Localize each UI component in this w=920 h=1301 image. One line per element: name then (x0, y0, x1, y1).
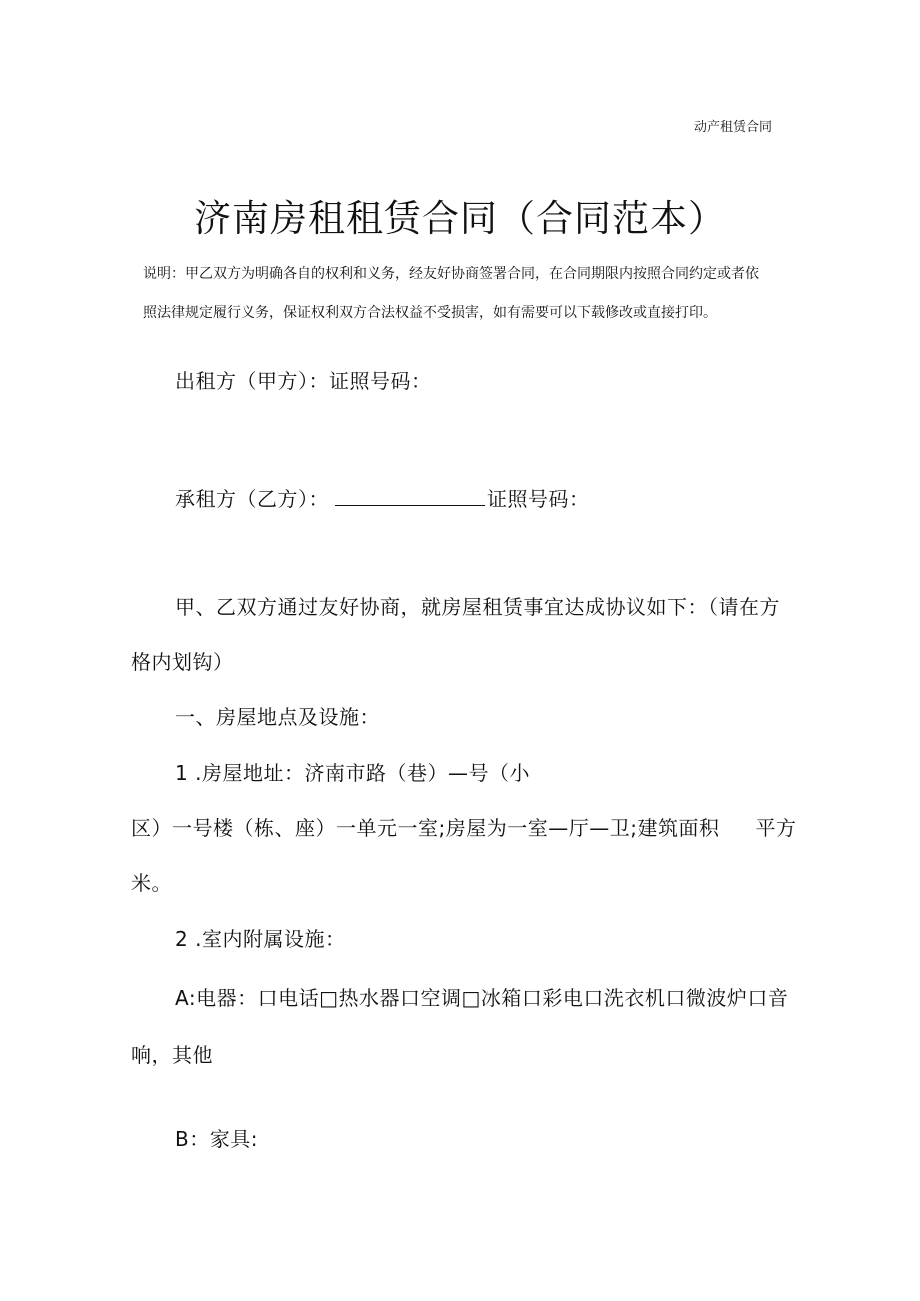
item1-line-3: 米。 (131, 871, 172, 895)
furniture-line: B：家具: (175, 1127, 258, 1151)
header-tag: 动产租赁合同 (694, 120, 773, 135)
party-a-label: 出租方（甲方）：证照号码： (175, 369, 432, 393)
intro-line-2: 格内划钩） (131, 650, 234, 674)
party-b-line (175, 487, 590, 509)
appliances-line-2: 响，其他 (131, 1043, 213, 1067)
appliances-line-1: A:电器：口电话□热水器口空调□冰箱口彩电口洗衣机口微波炉口音 (175, 986, 789, 1010)
party-a-line (175, 371, 432, 391)
section1-heading: 一、房屋地点及设施： (175, 705, 380, 729)
item1-address-text: 区）一号楼（栋、座）一单元一室;房屋为一室—厅—卫;建筑面积 (131, 816, 720, 840)
note-line-2: 照法律规定履行义务，保证权利双方合法权益不受损害，如有需要可以下载修改或直接打印。 (143, 305, 717, 321)
item2-heading: 2 .室内附属设施： (175, 927, 346, 951)
note-line-1: 说明：甲乙双方为明确各自的权利和义务，经友好协商签署合同，在合同期限内按照合同约定或者依 (143, 266, 759, 282)
item1-line-2 (131, 818, 796, 838)
party-b-label: 承租方（乙方）： (175, 487, 329, 511)
intro-line-1: 甲、乙双方通过友好协商，就房屋租赁事宜达成协议如下：（请在方 (175, 595, 780, 619)
party-b-name-blank (335, 487, 485, 506)
area-unit: 平方 (755, 816, 797, 840)
party-b-id-label: 证照号码： (487, 487, 590, 511)
item1-line-1: 1 .房屋地址：济南市路（巷）—号（小 (175, 761, 530, 785)
document-title: 济南房租租赁合同（合同范本） (194, 197, 726, 240)
